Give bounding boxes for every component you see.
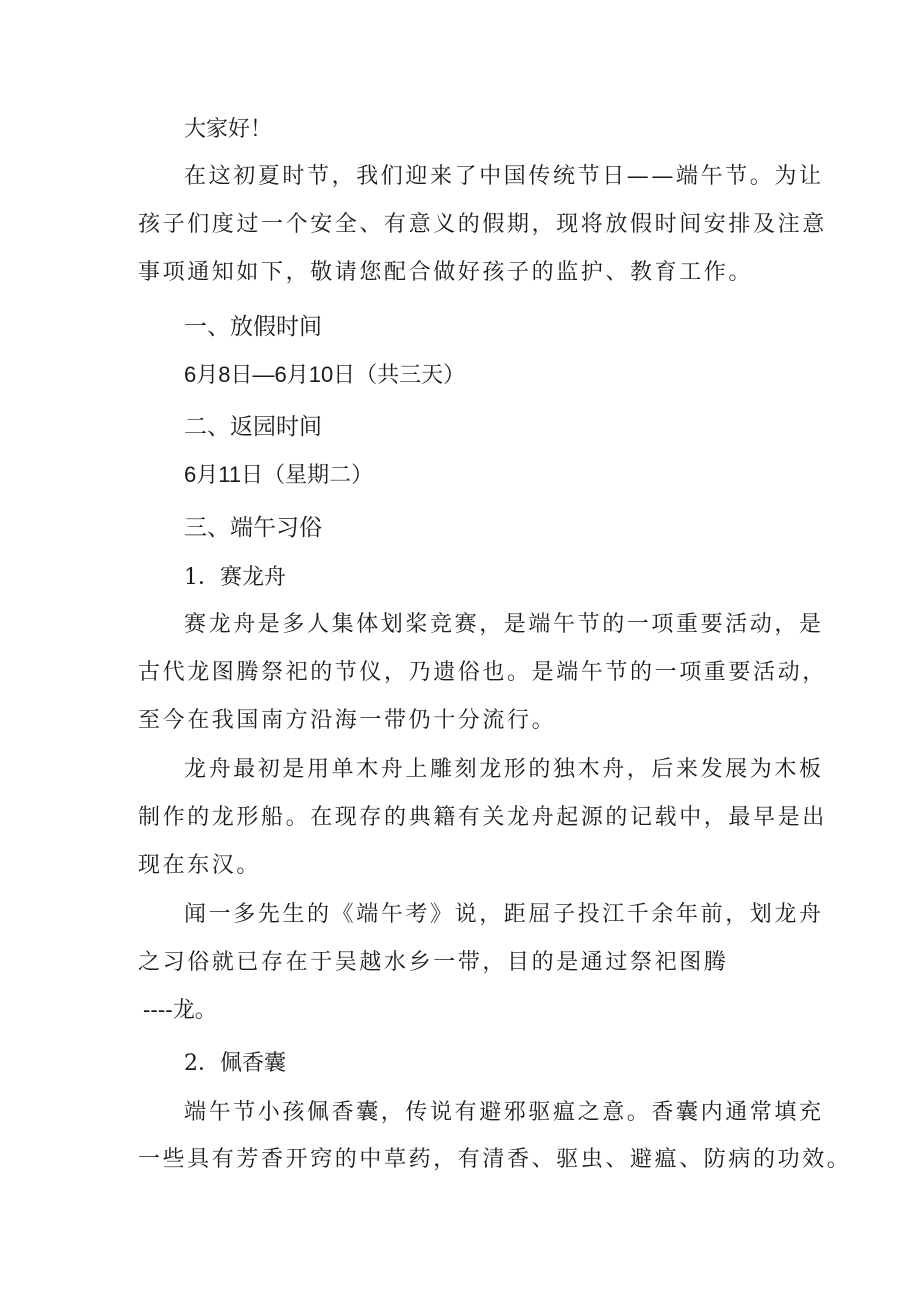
dragon-boat-p3-line-2: 之习俗就已存在于吴越水乡一带，目的是通过祭祀图腾 bbox=[138, 950, 729, 975]
return-date: 6月11日（星期二） bbox=[184, 462, 374, 487]
dragon-boat-p1-line-1: 赛龙舟是多人集体划桨竞赛，是端午节的一项重要活动，是 bbox=[184, 612, 824, 637]
sachet-p1-line-1: 端午节小孩佩香囊，传说有避邪驱瘟之意。香囊内通常填充 bbox=[184, 1100, 824, 1125]
dragon-boat-p3-line-3: ----龙。 bbox=[143, 998, 217, 1023]
section-heading-customs: 三、端午习俗 bbox=[184, 515, 322, 541]
dragon-boat-p1-line-3: 至今在我国南方沿海一带仍十分流行。 bbox=[138, 708, 557, 733]
dragon-boat-p2-line-3: 现在东汉。 bbox=[138, 853, 262, 878]
sachet-p1-line-2: 一些具有芳香开窍的中草药，有清香、驱虫、避瘟、防病的功效。 bbox=[138, 1147, 852, 1172]
holiday-dates: 6月8日—6月10日（共三天） bbox=[184, 362, 466, 387]
section-heading-holiday-time: 一、放假时间 bbox=[184, 314, 322, 340]
dragon-boat-p1-line-2: 古代龙图腾祭祀的节仪，乃遗俗也。是端午节的一项重要活动， bbox=[138, 660, 827, 685]
custom-title-dragon-boat: 1．赛龙舟 bbox=[184, 565, 286, 590]
greeting: 大家好！ bbox=[184, 117, 273, 142]
intro-line-3: 事项通知如下，敬请您配合做好孩子的监护、教育工作。 bbox=[138, 260, 754, 285]
custom-title-sachet: 2．佩香囊 bbox=[184, 1051, 286, 1076]
section-heading-return-time: 二、返园时间 bbox=[184, 414, 322, 440]
dragon-boat-p2-line-1: 龙舟最初是用单木舟上雕刻龙形的独木舟，后来发展为木板 bbox=[184, 757, 824, 782]
dragon-boat-p3-line-1: 闻一多先生的《端午考》说，距屈子投江千余年前，划龙舟 bbox=[184, 902, 824, 927]
intro-line-2: 孩子们度过一个安全、有意义的假期，现将放假时间安排及注意 bbox=[138, 212, 827, 237]
dragon-boat-p2-line-2: 制作的龙形船。在现存的典籍有关龙舟起源的记载中，最早是出 bbox=[138, 805, 827, 830]
intro-line-1: 在这初夏时节，我们迎来了中国传统节日——端午节。为让 bbox=[184, 164, 824, 189]
